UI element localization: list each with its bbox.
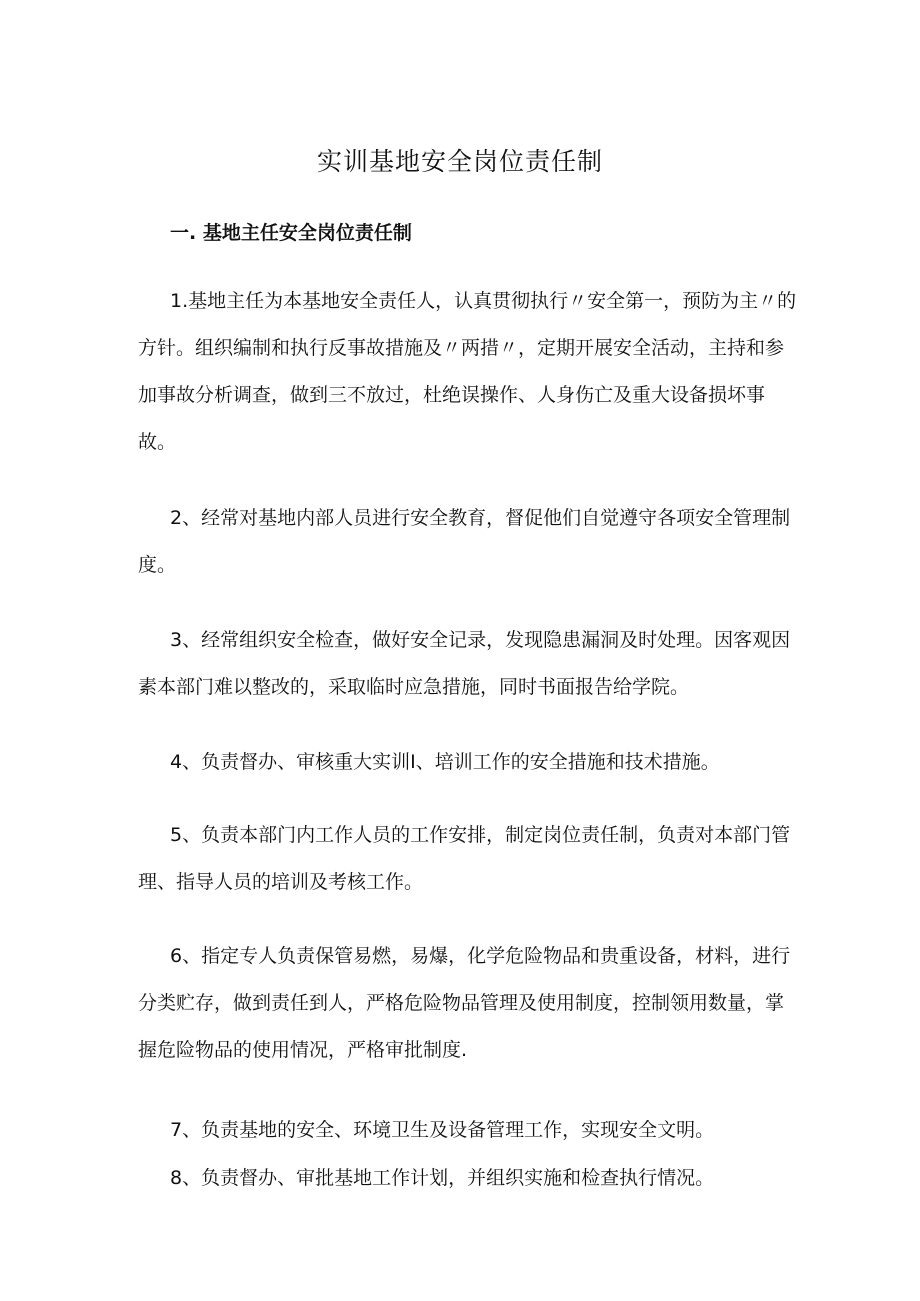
page-title: 实训基地安全岗位责任制 (316, 147, 603, 176)
paragraph-7: 7、负责基地的安全、环境卫生及设备管理工作，实现安全文明。 (170, 1119, 715, 1141)
paragraph-8: 8、负责督办、审批基地工作计划，并组织实施和检查执行情况。 (170, 1167, 715, 1189)
paragraph-3: 3、经常组织安全检查，做好安全记录，发现隐患漏洞及时处理。因客观因素本部门难以整改的，采取临时应急措施，同时书面报告给学院。 (138, 629, 791, 698)
paragraph-5: 5、负责本部门内工作人员的工作安排，制定岗位责任制，负责对本部门管理、指导人员的培训及考核工作。 (138, 824, 791, 893)
section-heading: 一. 基地主任安全岗位责任制 (170, 222, 412, 244)
paragraph-4: 4、负责督办、审核重大实训I、培训工作的安全措施和技术措施。 (170, 751, 720, 773)
paragraph-1: 1.基地主任为本基地安全责任人，认真贯彻执行〃安全第一，预防为主〃的方针。组织编制和执行反事故措施及〃两措〃，定期开展安全活动，主持和参加事故分析调查，做到三不放过，杜绝误操作、人身伤亡及重大设备损坏事故。 (138, 290, 797, 453)
paragraph-6: 6、指定专人负责保管易燃，易爆，化学危险物品和贵重设备，材料，进行分类贮存，做到责任到人，严格危险物品管理及使用制度，控制领用数量，掌握危险物品的使用情况，严格审批制度. (138, 945, 791, 1061)
paragraph-2: 2、经常对基地内部人员进行安全教育，督促他们自觉遵守各项安全管理制度。 (138, 507, 791, 576)
